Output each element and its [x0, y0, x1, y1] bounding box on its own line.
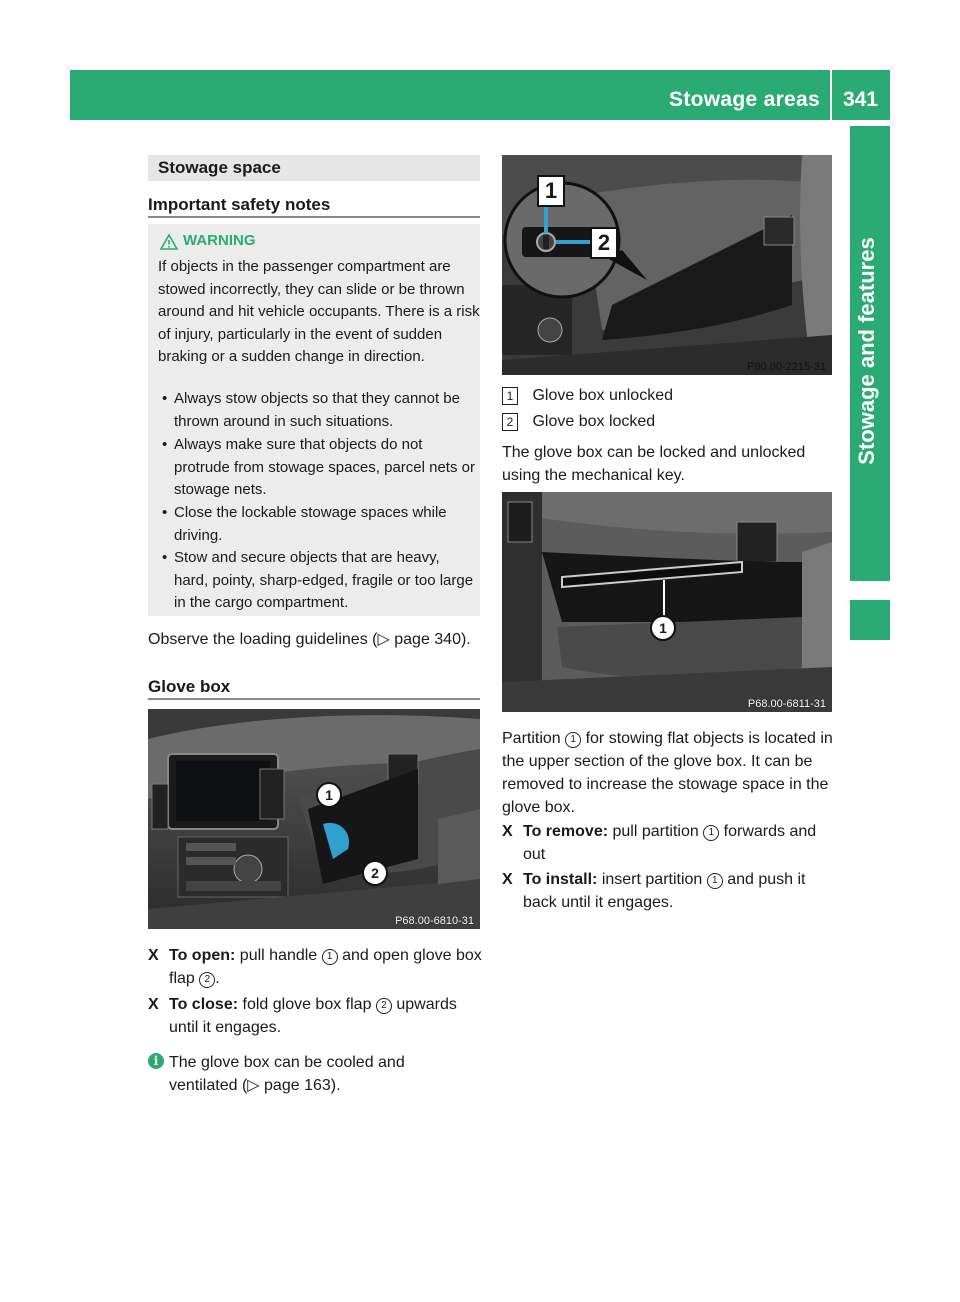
info-text: The glove box can be cooled and ventilated ( — [169, 1054, 405, 1094]
warning-bullet: • Close the lockable stowage spaces while driving. — [158, 502, 476, 547]
install-text: and push it back until it engages. — [523, 871, 806, 911]
glovebox-lock-photo — [502, 155, 832, 375]
glovebox-partition-photo — [502, 492, 832, 712]
warning-title: WARNING — [183, 232, 256, 249]
side-tab — [850, 126, 890, 581]
callout-1: 1 — [316, 782, 342, 808]
warning-bullet: • Always make sure that objects do not protrude from stowage spaces, parcel nets or stowage nets. — [158, 434, 476, 502]
page-ref-arrow-icon: ▷ — [377, 631, 390, 648]
header-title: Stowage areas — [669, 88, 820, 111]
section-heading — [148, 155, 480, 181]
warning-box — [148, 224, 480, 616]
image-code: P80.00-2215-31 — [747, 361, 826, 373]
image-code: P68.00-6810-31 — [395, 915, 474, 927]
lock-description: The glove box can be locked and unlocked using the mechanical key. — [502, 444, 806, 484]
section-title: Stowage space — [158, 158, 281, 177]
legend-number: 2 — [502, 413, 518, 431]
page-ref-link[interactable]: page 163). — [259, 1077, 341, 1094]
warning-bullet: • Always stow objects so that they cannot be thrown around in such situations. — [158, 388, 476, 433]
action-x-icon: X — [502, 823, 513, 840]
legend-number: 1 — [502, 387, 518, 405]
loading-guidelines-note — [148, 628, 488, 651]
page-ref-arrow-icon: ▷ — [247, 1077, 260, 1094]
open-label: To open: — [169, 947, 236, 964]
close-label: To close: — [169, 996, 239, 1013]
callout-1: 1 — [650, 615, 676, 641]
instruction-close — [148, 993, 484, 1039]
callout-ref-1: 1 — [707, 873, 723, 889]
info-note — [148, 1051, 448, 1097]
install-label: To install: — [523, 871, 598, 888]
instruction-open — [148, 944, 484, 990]
page-number: 341 — [842, 88, 878, 111]
open-text: . — [215, 970, 220, 987]
warning-icon — [160, 234, 178, 250]
side-tab-label: Stowage and features — [854, 237, 879, 465]
action-x-icon: X — [148, 996, 159, 1013]
glovebox-rule — [148, 698, 480, 700]
instruction-install — [502, 868, 838, 914]
partition-description — [502, 727, 837, 819]
install-text: insert partition — [597, 871, 707, 888]
page-header — [70, 70, 890, 120]
remove-label: To remove: — [523, 823, 609, 840]
subsection-rule — [148, 216, 480, 218]
callout-ref-2: 2 — [376, 998, 392, 1014]
legend-item — [502, 384, 673, 407]
legend-item — [502, 410, 655, 433]
instruction-remove — [502, 820, 838, 866]
open-text: pull handle — [235, 947, 322, 964]
warning-bullet: • Stow and secure objects that are heavy, hard, pointy, sharp-edged, fragile or too large in the cargo compartment. — [158, 547, 476, 615]
action-x-icon: X — [502, 871, 513, 888]
callout-box-1: 1 — [537, 175, 565, 207]
remove-text: forwards and out — [523, 823, 817, 863]
callout-ref-1: 1 — [565, 732, 581, 748]
open-text: and open glove box flap — [169, 947, 482, 987]
callout-2: 2 — [362, 860, 388, 886]
header-divider — [830, 70, 832, 120]
action-x-icon: X — [148, 947, 159, 964]
glovebox-photo — [148, 709, 480, 929]
callout-ref-2: 2 — [199, 972, 215, 988]
info-icon: i — [148, 1053, 164, 1069]
callout-ref-1: 1 — [322, 949, 338, 965]
remove-text: pull partition — [608, 823, 704, 840]
warning-text: If objects in the passenger compartment are stowed incorrectly, they can slide or be thrown around and hit vehicle occupants. There is a risk of injury, particularly in the event of sudden braking or a sudden change in direction. — [158, 258, 480, 365]
close-text: fold glove box flap — [238, 996, 376, 1013]
subsection-title: Important safety notes — [148, 195, 331, 214]
partition-text: for stowing flat objects is located in the upper section of the glove box. It can be removed to increase the stowage space in the glove box. — [502, 730, 833, 816]
glovebox-title: Glove box — [148, 677, 231, 696]
legend-text: Glove box locked — [532, 413, 656, 430]
page-ref-link[interactable]: page 340). — [389, 631, 471, 648]
image-code: P68.00-6811-31 — [747, 698, 826, 710]
observe-text: Observe the loading guidelines ( — [148, 631, 378, 648]
callout-box-2: 2 — [590, 227, 618, 259]
callout-ref-1: 1 — [703, 825, 719, 841]
legend-text: Glove box unlocked — [532, 387, 673, 404]
partition-text: Partition — [502, 730, 566, 747]
side-tab-marker — [850, 600, 890, 640]
close-text: upwards until it engages. — [169, 996, 457, 1036]
